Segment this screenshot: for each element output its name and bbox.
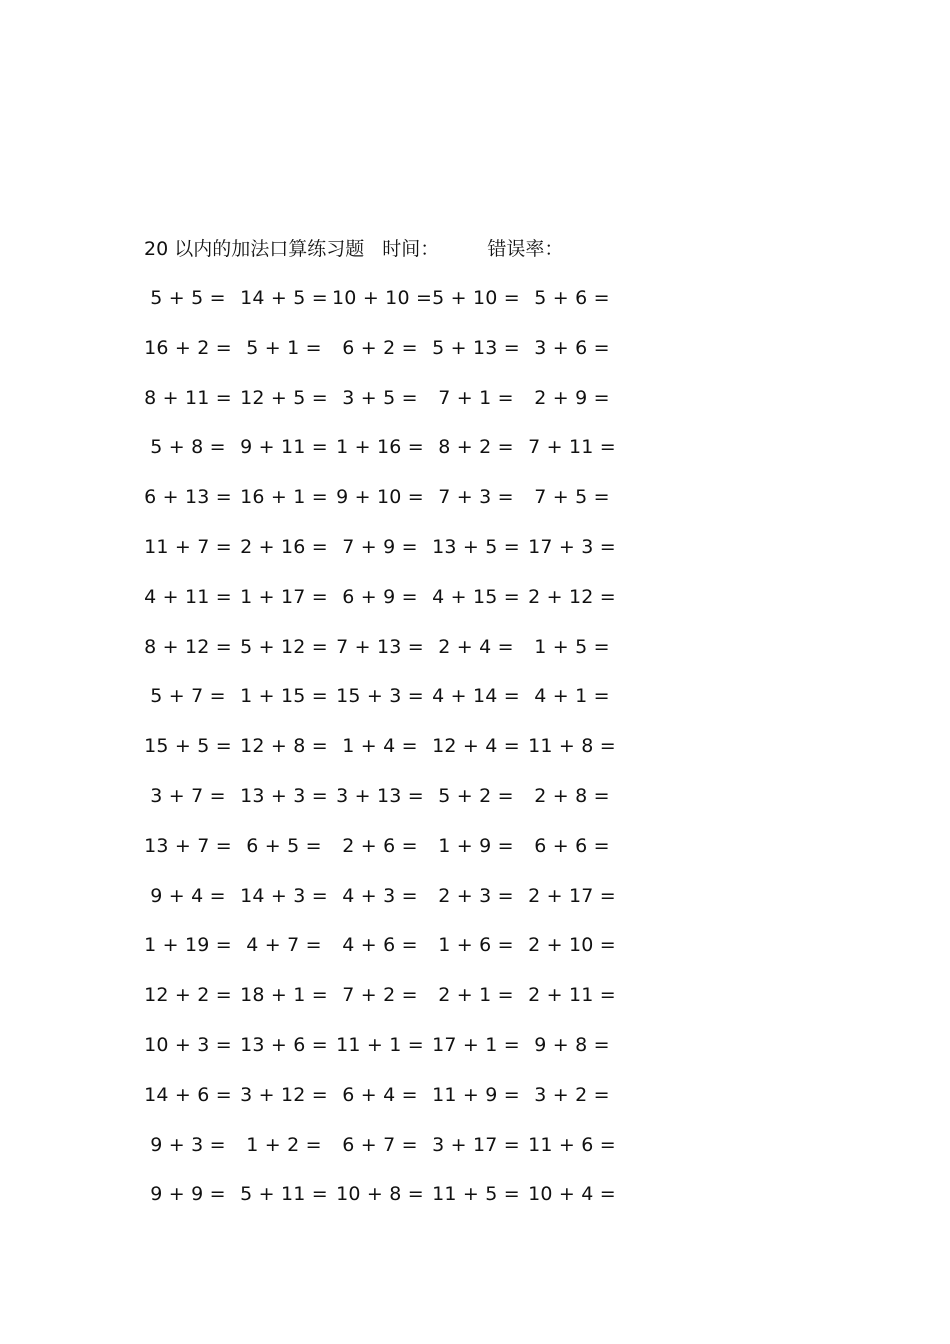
problem-cell: 5 + 2 = <box>438 784 514 807</box>
problem-cell: 5 + 8 = <box>150 436 226 459</box>
problem-cell: 13 + 5 = <box>432 535 520 558</box>
problem-row <box>140 582 630 632</box>
problem-row <box>140 333 630 383</box>
problem-cell: 4 + 3 = <box>342 884 418 907</box>
problem-cell: 2 + 10 = <box>528 934 616 957</box>
time-label: 时间： <box>382 238 440 260</box>
problem-cell: 10 + 4 = <box>528 1183 616 1206</box>
problem-cell: 6 + 5 = <box>246 834 322 857</box>
problem-cell: 11 + 7 = <box>144 535 232 558</box>
problem-row <box>140 681 630 731</box>
problem-cell: 2 + 8 = <box>534 784 610 807</box>
problem-cell: 2 + 1 = <box>438 984 514 1007</box>
problem-row <box>140 532 630 582</box>
problem-cell: 9 + 3 = <box>150 1133 226 1156</box>
problem-cell: 7 + 11 = <box>528 436 616 459</box>
problem-cell: 5 + 12 = <box>240 635 328 658</box>
problem-row <box>140 1130 630 1180</box>
problem-cell: 9 + 10 = <box>336 486 424 509</box>
problem-cell: 7 + 9 = <box>342 535 418 558</box>
problem-cell: 11 + 1 = <box>336 1033 424 1056</box>
problem-cell: 14 + 5 = <box>240 287 328 309</box>
problem-cell: 1 + 15 = <box>240 685 328 708</box>
problem-cell: 11 + 5 = <box>432 1183 520 1206</box>
problem-cell: 12 + 4 = <box>432 735 520 758</box>
problem-row <box>140 432 630 482</box>
problem-cell: 2 + 11 = <box>528 984 616 1007</box>
problem-cell: 9 + 8 = <box>534 1033 610 1056</box>
problem-cell: 11 + 8 = <box>528 735 616 758</box>
problem-cell: 14 + 3 = <box>240 884 328 907</box>
problem-cell: 18 + 1 = <box>240 984 328 1007</box>
problem-cell: 7 + 5 = <box>534 486 610 509</box>
problem-cell: 10 + 8 = <box>336 1183 424 1206</box>
problem-cell: 16 + 2 = <box>144 336 232 359</box>
problem-cell: 4 + 15 = <box>432 585 520 608</box>
problem-cell: 3 + 7 = <box>150 784 226 807</box>
problem-cell: 1 + 2 = <box>246 1133 322 1156</box>
problem-cell: 4 + 1 = <box>534 685 610 708</box>
problem-cell: 5 + 6 = <box>534 287 610 309</box>
problem-cell: 5 + 11 = <box>240 1183 328 1206</box>
problem-cell: 5 + 5 = <box>150 287 226 309</box>
problem-cell: 7 + 13 = <box>336 635 424 658</box>
error-rate-label: 错误率： <box>487 238 564 260</box>
problem-cell: 6 + 7 = <box>342 1133 418 1156</box>
problem-row <box>140 1080 630 1130</box>
problem-cell: 3 + 17 = <box>432 1133 520 1156</box>
problem-cell: 13 + 6 = <box>240 1033 328 1056</box>
problem-cell: 6 + 4 = <box>342 1083 418 1106</box>
problem-cell: 11 + 6 = <box>528 1133 616 1156</box>
problem-cell: 5 + 7 = <box>150 685 226 708</box>
problem-row <box>140 1179 630 1229</box>
problem-cell: 15 + 5 = <box>144 735 232 758</box>
problem-cell: 8 + 12 = <box>144 635 232 658</box>
problem-cell: 7 + 1 = <box>438 386 514 409</box>
problem-cell: 17 + 3 = <box>528 535 616 558</box>
problem-cell: 1 + 19 = <box>144 934 232 957</box>
problem-cell: 2 + 3 = <box>438 884 514 907</box>
problem-cell: 13 + 7 = <box>144 834 232 857</box>
worksheet-title: 20 以内的加法口算练习题 <box>144 238 365 260</box>
problem-cell: 2 + 17 = <box>528 884 616 907</box>
problem-cell: 6 + 6 = <box>534 834 610 857</box>
problem-cell: 5 + 10 = <box>432 287 520 309</box>
problem-cell: 1 + 16 = <box>336 436 424 459</box>
problem-row <box>140 831 630 881</box>
problem-cell: 12 + 2 = <box>144 984 232 1007</box>
problem-cell: 9 + 11 = <box>240 436 328 459</box>
problem-cell: 2 + 16 = <box>240 535 328 558</box>
problem-cell: 1 + 17 = <box>240 585 328 608</box>
problem-cell: 9 + 9 = <box>150 1183 226 1206</box>
problem-cell: 8 + 11 = <box>144 386 232 409</box>
problem-cell: 7 + 3 = <box>438 486 514 509</box>
problem-row <box>140 632 630 682</box>
problem-cell: 3 + 13 = <box>336 784 424 807</box>
worksheet-header <box>144 234 563 264</box>
problem-cell: 17 + 1 = <box>432 1033 520 1056</box>
problem-cell: 6 + 2 = <box>342 336 418 359</box>
problem-cell: 9 + 4 = <box>150 884 226 907</box>
problem-grid <box>140 283 630 1229</box>
problem-row <box>140 881 630 931</box>
problem-cell: 8 + 2 = <box>438 436 514 459</box>
problem-row <box>140 980 630 1030</box>
problem-row <box>140 781 630 831</box>
problem-cell: 13 + 3 = <box>240 784 328 807</box>
problem-cell: 3 + 5 = <box>342 386 418 409</box>
problem-cell: 10 + 10 = <box>332 287 433 309</box>
problem-cell: 12 + 5 = <box>240 386 328 409</box>
problem-cell: 10 + 3 = <box>144 1033 232 1056</box>
problem-cell: 2 + 12 = <box>528 585 616 608</box>
problem-cell: 2 + 6 = <box>342 834 418 857</box>
problem-cell: 2 + 4 = <box>438 635 514 658</box>
problem-cell: 3 + 12 = <box>240 1083 328 1106</box>
problem-cell: 1 + 5 = <box>534 635 610 658</box>
problem-cell: 2 + 9 = <box>534 386 610 409</box>
problem-cell: 11 + 9 = <box>432 1083 520 1106</box>
problem-cell: 1 + 6 = <box>438 934 514 957</box>
problem-cell: 12 + 8 = <box>240 735 328 758</box>
problem-cell: 3 + 6 = <box>534 336 610 359</box>
problem-cell: 1 + 4 = <box>342 735 418 758</box>
problem-cell: 6 + 13 = <box>144 486 232 509</box>
problem-cell: 4 + 11 = <box>144 585 232 608</box>
problem-cell: 7 + 2 = <box>342 984 418 1007</box>
problem-cell: 4 + 14 = <box>432 685 520 708</box>
problem-row <box>140 283 630 333</box>
problem-cell: 3 + 2 = <box>534 1083 610 1106</box>
problem-cell: 5 + 1 = <box>246 336 322 359</box>
problem-cell: 14 + 6 = <box>144 1083 232 1106</box>
problem-row <box>140 731 630 781</box>
problem-row <box>140 930 630 980</box>
problem-cell: 1 + 9 = <box>438 834 514 857</box>
problem-cell: 15 + 3 = <box>336 685 424 708</box>
problem-row <box>140 482 630 532</box>
problem-cell: 16 + 1 = <box>240 486 328 509</box>
problem-cell: 4 + 7 = <box>246 934 322 957</box>
problem-cell: 6 + 9 = <box>342 585 418 608</box>
problem-cell: 4 + 6 = <box>342 934 418 957</box>
problem-row <box>140 1030 630 1080</box>
problem-row <box>140 383 630 433</box>
problem-cell: 5 + 13 = <box>432 336 520 359</box>
